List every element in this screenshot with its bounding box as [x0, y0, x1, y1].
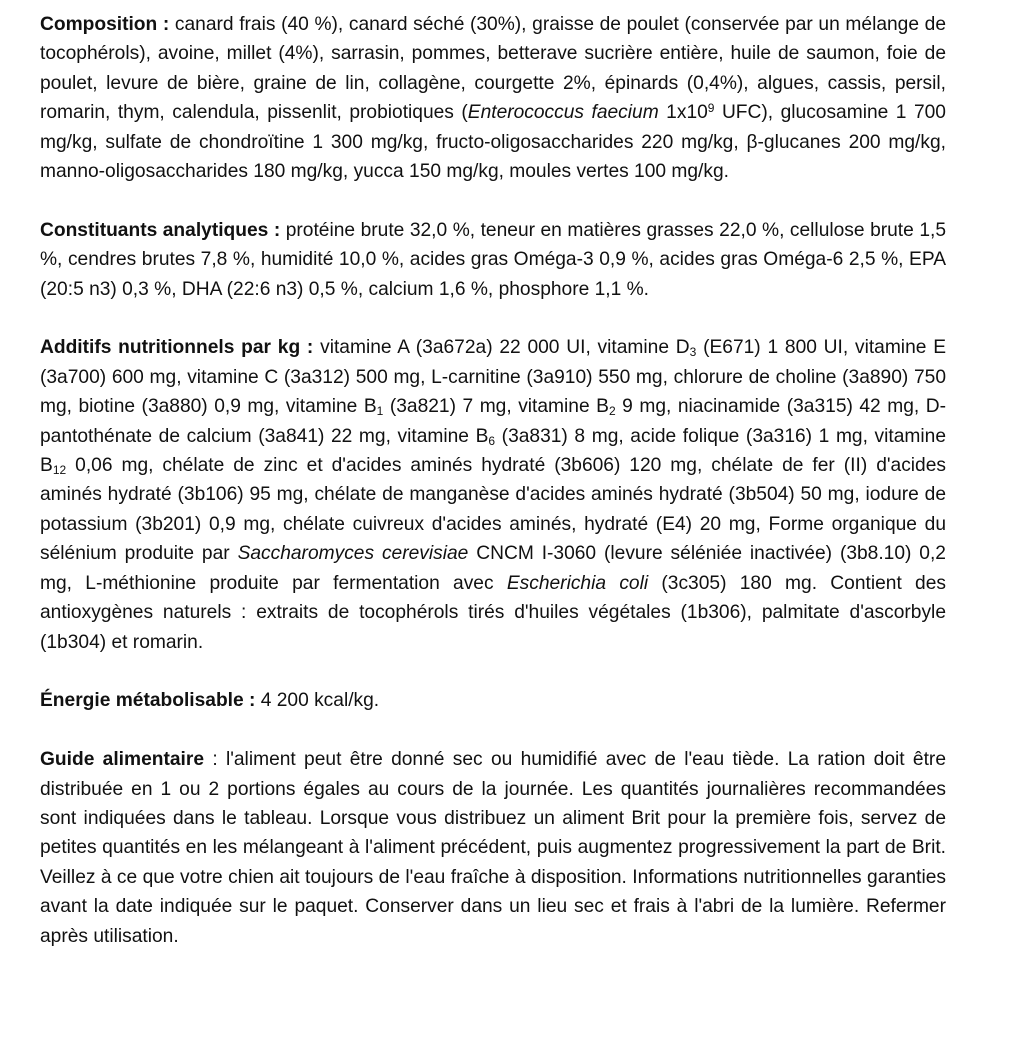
energie-text: 4 200 kcal/kg.: [255, 690, 380, 712]
energie-section: [40, 686, 946, 715]
guide-section: [40, 745, 946, 951]
subscript: 3: [689, 345, 697, 360]
probiotic-species: Enterococcus faecium: [467, 102, 659, 124]
constituants-section: [40, 216, 946, 304]
additifs-text: (3a821) 7 mg, vitamine B: [383, 396, 609, 418]
guide-text: : l'aliment peut être donné sec ou humidifié avec de l'eau tiède. La ration doit être distribuée en 1 ou 2 portions égales au cours de la journée. Les quantités journalières recommandées sont indiquées dans le tableau. Lorsque vous distribuez un aliment Brit pour la première fois, servez de petites quantités en les mélangeant à l'aliment précédent, puis augmentez progressivement la part de Brit. Veillez à ce que votre chien ait toujours de l'eau fraîche à disposition. Informations nutritionnelles garanties avant la date indiquée sur le paquet. Conserver dans un lieu sec et frais à l'abri de la lumière. Refermer après utilisation.: [40, 749, 946, 947]
exponent: 9: [707, 100, 715, 115]
composition-text: canard frais (40 %), canard séché (30%), graisse de poulet (conservée par un mélange de tocophérols), avoine, millet (4%), sarrasin, pommes, betterave sucrière entière, huile de saumon, foie de poulet, levure de bière, graine de lin, collagène, courgette 2%, épinards (0,4%), algues, cassis, persil, romarin, thym, calendula, pissenlit, probiotiques (: [40, 14, 946, 124]
additifs-heading: Additifs nutritionnels par kg :: [40, 337, 314, 359]
energie-heading: Énergie métabolisable :: [40, 690, 256, 712]
additifs-text: (3a831) 8 mg, acide folique (3a316) 1 mg, vitamine B: [40, 425, 946, 477]
bacteria-species: Escherichia coli: [506, 572, 649, 594]
constituants-text: protéine brute 32,0 %, teneur en matières grasses 22,0 %, cellulose brute 1,5 %, cendres brutes 7,8 %, humidité 10,0 %, acides gras Oméga-3 0,9 %, acides gras Oméga-6 2,5 %, EPA (20:5 n3) 0,3 %, DHA (22:6 n3) 0,5 %, calcium 1,6 %, phosphore 1,1 %.: [40, 219, 946, 300]
subscript: 12: [52, 463, 67, 478]
composition-text: 1x10: [658, 102, 708, 124]
additifs-text: (3c305) 180 mg. Contient des antioxygènes naturels : extraits de tocophérols tirés d'huiles végétales (1b306), palmitate d'ascorbyle (1b304) et romarin.: [40, 572, 946, 653]
additifs-text: 0,06 mg, chélate de zinc et d'acides aminés hydraté (3b606) 120 mg, chélate de fer (II) d'acides aminés hydraté (3b106) 95 mg, chélate de manganèse d'acides aminés hydraté (3b504) 50 mg, iodure de potassium (3b201) 0,9 mg, chélate cuivreux d'acides aminés, hydraté (E4) 20 mg, Forme organique du sélénium produite par: [40, 455, 946, 565]
additifs-text: CNCM I-3060 (levure séléniée inactivée) (3b8.10) 0,2 mg, L-méthionine produite par fermentation avec: [40, 543, 946, 594]
additifs-text: (E671) 1 800 UI, vitamine E (3a700) 600 mg, vitamine C (3a312) 500 mg, L-carnitine (3a910) 550 mg, chlorure de choline (3a890) 750 mg, biotine (3a880) 0,9 mg, vitamine B: [40, 337, 946, 418]
additifs-text: 9 mg, niacinamide (3a315) 42 mg, D-pantothénate de calcium (3a841) 22 mg, vitamine B: [40, 396, 946, 447]
composition-section: [40, 10, 946, 186]
composition-heading: Composition :: [40, 14, 170, 35]
subscript: 1: [376, 404, 384, 419]
composition-text: UFC), glucosamine 1 700 mg/kg, sulfate de chondroïtine 1 300 mg/kg, fructo-oligosaccharides 220 mg/kg, β-glucanes 200 mg/kg, manno-oligosaccharides 180 mg/kg, yucca 150 mg/kg, moules vertes 100 mg/kg.: [40, 102, 946, 183]
subscript: 2: [608, 404, 616, 419]
subscript: 6: [488, 433, 496, 448]
yeast-species: Saccharomyces cerevisiae: [237, 543, 469, 565]
additifs-text: vitamine A (3a672a) 22 000 UI, vitamine D: [313, 337, 690, 359]
additifs-section: [40, 333, 946, 656]
constituants-heading: Constituants analytiques :: [40, 219, 281, 241]
guide-heading: Guide alimentaire: [40, 749, 204, 771]
